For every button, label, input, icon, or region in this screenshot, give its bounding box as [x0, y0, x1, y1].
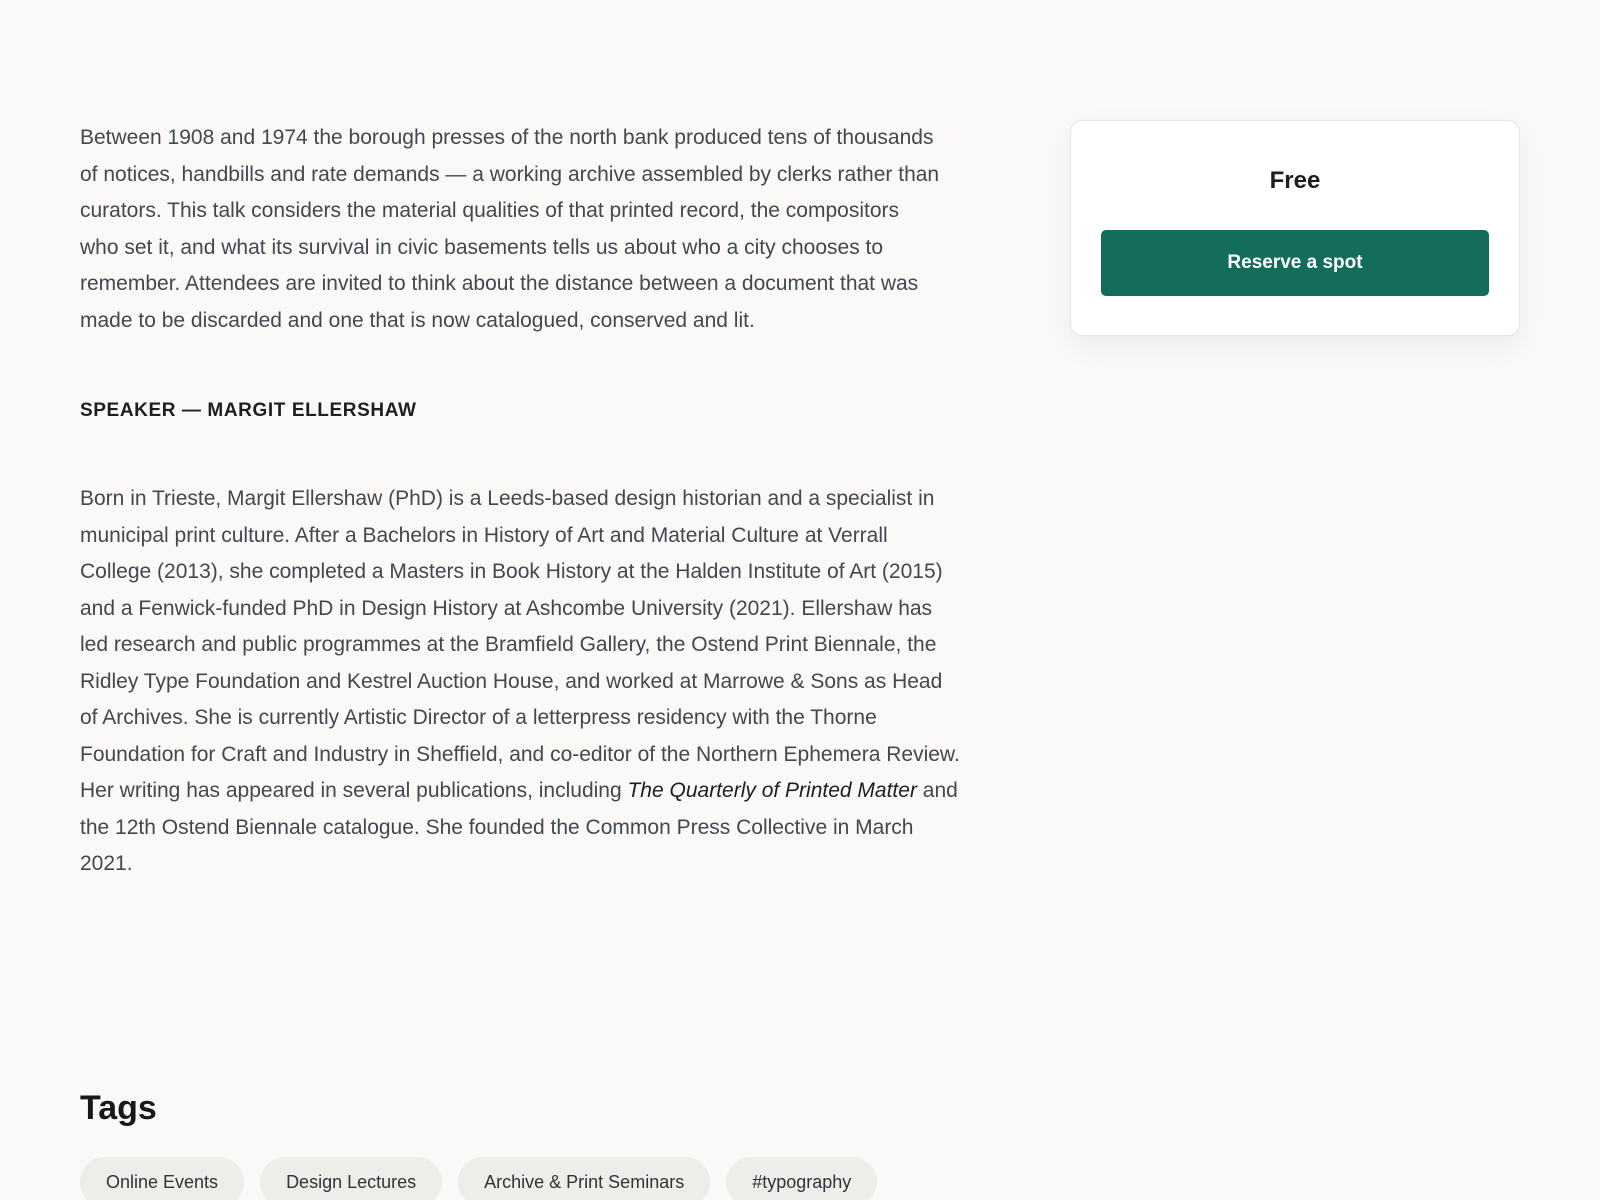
- event-main-content: [80, 120, 960, 883]
- tag-typography[interactable]: #typography: [726, 1157, 877, 1200]
- booking-card: [1070, 120, 1520, 336]
- event-description: Between 1908 and 1974 the borough presses of the north bank produced tens of thousands of notices, handbills and rate demands — a working archive assembled by clerks rather than curators. This talk considers the material qualities of that printed record, the compositors who set it, and what its survival in civic basements tells us about who a city chooses to remember. Attendees are invited to think about the distance between a document that was made to be discarded and one that is now catalogued, conserved and lit.: [80, 126, 940, 332]
- speaker-heading: SPEAKER — MARGIT ELLERSHAW: [80, 400, 417, 421]
- speaker-bio-text: Born in Trieste, Margit Ellershaw (PhD) is a Leeds-based design historian and a specialist in municipal print culture. After a Bachelors in History of Art and Material Culture at Verrall College (2013), she completed a Masters in Book History at the Halden Institute of Art (2015) and a Fenwick-funded PhD in Design History at Ashcombe University (2021). Ellershaw has led research and public programmes at the Bramfield Gallery, the Ostend Print Biennale, the Ridley Type Foundation and Kestrel Auction House, and worked at Marrowe & Sons as Head of Archives. She is currently Artistic Director of a letterpress residency with the Thorne Foundation for Craft and Industry in Sheffield, and co-editor of the Northern Ephemera Review. Her writing has appeared in several publications, including: [80, 487, 960, 802]
- publication-title: The Quarterly of Printed Matter: [627, 779, 917, 802]
- tag-online-events[interactable]: Online Events: [80, 1157, 244, 1200]
- speaker-bio-text-end: and the 12th Ostend Biennale catalogue. She founded the Common Press Collective in March 2021.: [80, 779, 958, 875]
- tags-title: Tags: [80, 1089, 157, 1127]
- tag-list: [80, 1157, 877, 1200]
- speaker-bio: [80, 481, 960, 883]
- ticket-price: Free: [1269, 167, 1321, 194]
- tag-design-lectures[interactable]: Design Lectures: [260, 1157, 442, 1200]
- tag-archive-print-seminars[interactable]: Archive & Print Seminars: [458, 1157, 710, 1200]
- reserve-spot-button[interactable]: Reserve a spot: [1101, 230, 1489, 296]
